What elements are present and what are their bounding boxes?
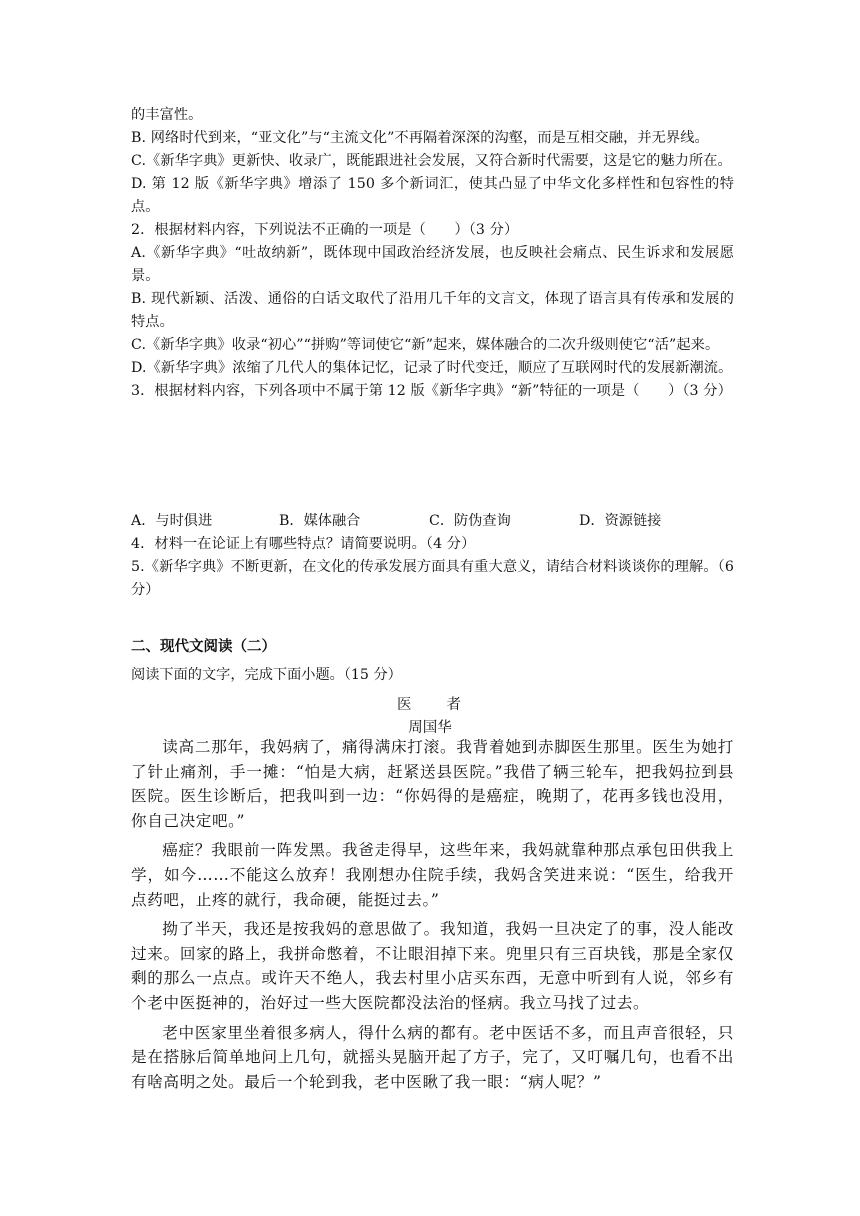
q2-option-d: D.《新华字典》浓缩了几代人的集体记忆，记录了时代变迁，顺应了互联网时代的发展新潮流。: [131, 360, 733, 376]
q1-option-b: B. 网络时代到来，“亚文化”与“主流文化”不再隔着深深的沟壑，而是互相交融，并无界线。: [131, 130, 709, 146]
q1-option-c: C.《新华字典》更新快、收录广，既能跟进社会发展，又符合新时代需要，这是它的魅力所在。: [131, 153, 732, 169]
material1-questions: [131, 104, 734, 403]
story-paragraph: 读高二那年，我妈病了，痛得满床打滚。我背着她到赤脚医生那里。医生为她打了针止痛剂，手一摊：“怕是大病，赶紧送县医院。”我借了辆三轮车，把我妈拉到县医院。医生诊断后，把我叫到一边：“你妈得的是癌症，晚期了，花再多钱也没用，你自己决定吧。”: [131, 738, 734, 830]
section-instruction: 阅读下面的文字，完成下面小题。（15 分）: [131, 667, 402, 683]
story-title: 医 者: [397, 697, 463, 713]
q1-option-d: D. 第 12 版《新华字典》增添了 150 多个新词汇，使其凸显了中华文化多样性和包容性的特点。: [131, 176, 734, 215]
section-heading: 二、现代文阅读（二）: [131, 638, 276, 655]
story-paragraph: 拗了半天，我还是按我妈的意思做了。我知道，我妈一旦决定了的事，没人能改过来。回家的路上，我拼命憋着，不让眼泪掉下来。兜里只有三百块钱，那是全家仅剩的那么一点点。或许天不绝人，我去村里小店买东西，无意中听到有人说，邻乡有个老中医挺神的，治好过一些大医院都没法治的怪病。我立马找了过去。: [131, 920, 734, 1012]
q2-option-a: A.《新华字典》“吐故纳新”，既体现中国政治经济发展，也反映社会痛点、民生诉求和发展愿景。: [131, 245, 734, 284]
story-paragraph: 老中医家里坐着很多病人，得什么病的都有。老中医话不多，而且声音很轻，只是在搭脉后简单地问上几句，就摇头晃脑开起了方子，完了，又叮嘱几句，也看不出有啥高明之处。最后一个轮到我，老中医瞅了我一眼：“病人呢？”: [131, 1023, 734, 1091]
q2-option-c: C.《新华字典》收录“初心”“拼购”等词使它“新”起来，媒体融合的二次升级则使它“活”起来。: [131, 337, 720, 353]
option-a-continuation: 的丰富性。: [131, 107, 203, 123]
material1-tail-questions: [131, 533, 734, 602]
question-2: 2．根据材料内容，下列说法不正确的一项是（ ）（3 分）: [131, 222, 519, 238]
story-body: [131, 735, 734, 1099]
q3-option-b: B．媒体融合: [279, 513, 361, 529]
question-3: 3．根据材料内容，下列各项中不属于第 12 版《新华字典》“新”特征的一项是（ ）（3 分）: [131, 383, 732, 399]
question-5: 5.《新华字典》不断更新，在文化的传承发展方面具有重大意义，请结合材料谈谈你的理解。（6 分）: [131, 559, 734, 598]
q2-option-b: B. 现代新颖、活泼、通俗的白话文取代了沿用几千年的文言文，体现了语言具有传承和发展的特点。: [131, 291, 734, 330]
story-author: 周国华: [408, 720, 452, 736]
q3-option-a: A．与时俱进: [131, 513, 213, 529]
question-4: 4．材料一在论证上有哪些特点？请简要说明。（4 分）: [131, 536, 476, 552]
story-paragraph: 癌症？我眼前一阵发黑。我爸走得早，这些年来，我妈就靠种那点承包田供我上学，如今……不能这么放弃！我刚想办住院手续，我妈含笑进来说：“医生，给我开点药吧，止疼的就行，我命硬，能挺过去。”: [131, 841, 734, 909]
q3-option-c: C．防伪查询: [429, 513, 511, 529]
q3-option-d: D．资源链接: [579, 513, 662, 529]
